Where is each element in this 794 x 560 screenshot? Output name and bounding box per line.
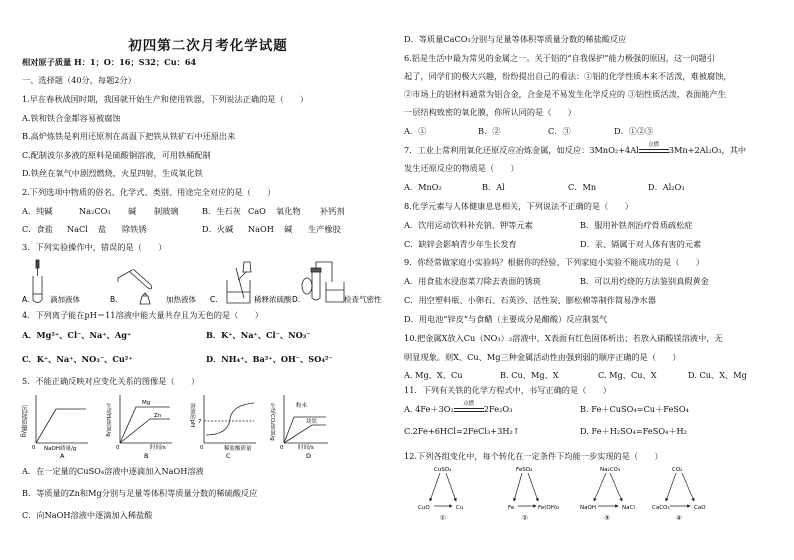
triangle-1-arrows (430, 473, 456, 506)
q8-stem: 8.化学元素与人体健康息息相关，下列说法不正确的是（ ） (404, 201, 633, 211)
q11-option-d: D. Fe＋H₂SO₄=FeSO₄＋H₂ (580, 426, 687, 436)
q2-a-use: 制玻璃 (154, 206, 179, 216)
q1-stem: 1.早在春秋战国时期，我国就开始生产和使用铁器，下列说法正确的是（ ） (22, 94, 309, 104)
q3-label-b: B. (110, 295, 118, 304)
q1-option-c: C.配制波尔多液的原料是硫酸铜溶液，可用铁桶配制 (22, 150, 211, 160)
triangle-2-left: Fe (508, 505, 515, 511)
graph-b-ylabel: 生成H₂质量/g (105, 403, 111, 437)
graph-b-xlabel: 时间/s (150, 445, 166, 451)
q6-option-c: C．③ (548, 126, 571, 136)
q11-option-a: A. 4Fe＋3O₂ 点燃 2Fe₂O₃ (404, 401, 513, 414)
atomic-mass-note: 相对原子质量 H：1；O：16；S32；Cu：64 (22, 57, 197, 67)
q7-reaction-rhs: 3Mn+2Al₂O₃，其中 (668, 145, 747, 155)
q5-option-d: D．等质量CaCO₃分别与足量等体积等质量分数的稀盐酸反应 (404, 34, 627, 44)
q5-graphs (22, 391, 332, 459)
triangle-1-number: ① (440, 514, 446, 522)
q8-option-d: D．汞、镉属于对人体有害的元素 (580, 239, 702, 249)
graph-d-line-block: 块状 (306, 419, 318, 425)
q4-option-c: C．K⁺、Na⁺、NO₃⁻、Cu²⁺ (22, 354, 133, 364)
q2-a-class: 碱 (128, 206, 137, 216)
graph-b-caption: B (144, 452, 149, 460)
q1-option-b: B.高炉炼铁是利用还原剂在高温下把铁从铁矿石中还原出来 (22, 131, 236, 141)
q2-stem: 2.下列选项中物质的俗名、化学式、类别、用途完全对应的是（ ） (22, 187, 276, 197)
q11-stem: 11．下列有关铁的化学方程式中，书写正确的是（ ） (404, 385, 611, 395)
triangle-1-top: CuSO₄ (434, 467, 452, 473)
triangle-4-arrows (666, 473, 694, 506)
q7-option-a: A．MnO₂ (404, 182, 442, 192)
q8-option-b: B．服用补铁剂治疗骨质疏松症 (580, 220, 693, 230)
air-tightness-figure (302, 262, 344, 302)
q10-option-d: D. Cu、X、Mg (688, 370, 747, 380)
q6-option-d: D．①②③ (614, 126, 654, 136)
q3-figures (22, 258, 394, 308)
q7-option-d: D．Al₂O₃ (648, 182, 685, 192)
graph-a-origin: 0 (32, 445, 36, 451)
q3-stem: 3．下列实验操作中，错误的是（ ） (22, 242, 167, 252)
q4-stem: 4．下列离子能在pH＝11溶液中能大量共存且为无色的是（ ） (22, 310, 263, 320)
q2-c-use: 除铁锈 (122, 224, 147, 234)
q2-d-class: 碱 (284, 224, 293, 234)
q7-line-1 (404, 142, 776, 156)
q7-reaction-lhs: 7．工业上常利用氧化还原反应冶炼金属，如反应：3MnO₂+4Al (404, 145, 639, 155)
q10-line-1: 10.把金属X放入Cu（NO₃）₂溶液中，X表面有红色固体析出；若放入硝酸镁溶液中，无 (404, 333, 723, 343)
q2-d-name: D．火碱 (202, 224, 234, 234)
q4-option-a: A．Mg²⁺、Cl⁻、Na⁺、Ag⁺ (22, 330, 132, 340)
triangle-3-top: Na₂CO₃ (600, 467, 621, 473)
q7-condition: 点燃 (639, 145, 669, 153)
q6-line-3: ②市场上的铝材料通常为铝合金，合金是不易发生化学反应的 ③铝性质活泼，表面能产生 (404, 89, 726, 99)
q10-option-a: A. Mg、X、Cu (404, 370, 463, 380)
q10-option-c: C. Mg、Cu、X (598, 370, 657, 380)
q2-d-formula: NaOH (248, 224, 274, 234)
q6-line-1: 6.铝是生活中最为常见的金属之一。关于铝的“自我保护”能力极强的原因，这一问题引 (404, 53, 715, 63)
q11-a-condition: 点燃 (454, 404, 484, 412)
q9-option-a: A．用食盐水浸泡菜刀除去表面的锈斑 (404, 276, 541, 286)
q8-option-c: C．缺锌会影响青少年生长发育 (404, 239, 517, 249)
left-column (22, 0, 394, 560)
q2-c-class: 盐 (98, 224, 107, 234)
q3-label-d: D. (292, 295, 301, 304)
q5-option-a: A．在一定量的CuSO₄溶液中逐滴加入NaOH溶液 (22, 466, 204, 476)
triangle-4-top: CO₂ (672, 467, 683, 473)
q6-option-b: B．② (478, 126, 501, 136)
page-title: 初四第二次月考化学试题 (128, 38, 288, 54)
q9-option-d: D．用电池“锌皮”与食醋（主要成分是醋酸）反应制氢气 (404, 314, 608, 324)
q10-line-2: 明显现象。则X、Cu、Mg三种金属活动性由强到弱的顺序正确的是（ ） (404, 352, 681, 362)
q6-option-a: A．① (404, 126, 427, 136)
q12-stem: 12.下列各组变化中，每个转化在一定条件下均能一步实现的是（ ） (404, 451, 663, 461)
q7-option-b: B．Al (482, 182, 505, 192)
q9-option-b: B．可以用灼烧的方法鉴别真假黄金 (580, 276, 709, 286)
triangle-4-left: CaCO₃ (652, 505, 670, 511)
q3-caption-b: 加热液体 (166, 295, 196, 304)
graph-c-ylabel: 溶液的pH (189, 403, 195, 428)
triangle-3-right: NaCl (622, 505, 635, 511)
graph-c-ph7: 7 (198, 419, 202, 425)
triangle-3-number: ③ (604, 514, 610, 522)
q4-option-b: B．K⁺、Na⁺、Cl⁻、NO₃⁻ (206, 330, 311, 340)
graph-b-line-zn: Zn (154, 413, 162, 419)
q2-d-use: 生产橡胶 (308, 224, 341, 234)
q2-c-name: C．食盐 (22, 224, 53, 234)
q11-option-c: C.2Fe+6HCl=2FeCl₃+3H₂↑ (404, 426, 520, 436)
q2-a-formula: Na₂CO₃ (79, 206, 111, 216)
q2-c-formula: NaCl (67, 224, 88, 234)
q8-option-a: A．饮用运动饮料补充钠、钾等元素 (404, 220, 533, 230)
q9-stem: 9．你经常做家庭小实验吗？根据你的经验，下列家庭小实验不能成功的是（ ） (404, 257, 704, 267)
q2-b-formula: CaO (248, 206, 266, 216)
q2-b-name: B．生石灰 (202, 206, 241, 216)
q5-option-b: B．等质量的Zn和Mg分别与足量等体积等质量分数的稀硫酸反应 (22, 488, 258, 498)
graph-d-xlabel: 时间/s (298, 445, 314, 451)
graph-c-origin: 0 (200, 445, 204, 451)
graph-b-line-mg: Mg (142, 400, 151, 406)
triangle-2-right: Fe(OH)₂ (538, 505, 560, 511)
triangle-4-right: CaO (694, 505, 706, 511)
q3-caption-c: 稀释浓硫酸 (254, 295, 292, 304)
right-column (404, 0, 776, 560)
graph-d-line-powder: 粉末 (296, 403, 308, 409)
triangle-2-arrows (514, 473, 538, 506)
graph-c (204, 395, 256, 443)
q1-option-d: D.铁丝在氧气中剧烈燃烧，火星四射，生成氧化铁 (22, 168, 203, 178)
q2-a-name: A．纯碱 (22, 206, 53, 216)
q3-label-c: C. (210, 295, 218, 304)
q5-stem: 5．不能正确反映对应变化关系的图像是（ ） (22, 376, 200, 386)
graph-d-origin: 0 (280, 445, 284, 451)
graph-a-ylabel: 沉淀质量/g (20, 405, 28, 438)
q7-line-2: 发生还原反应的物质是（ ） (404, 163, 519, 173)
triangle-2-number: ② (522, 514, 528, 522)
q6-line-2: 起了，同学们的极大兴趣，纷纷提出自己的看法：①铝的化学性质本来不活泼，难被腐蚀， (404, 71, 732, 81)
q3-label-a: A. (22, 295, 30, 304)
q7-option-c: C．Mn (568, 182, 597, 192)
q3-caption-d: 检查气密性 (344, 295, 382, 304)
graph-c-xlabel: 稀盐酸质量 (224, 446, 252, 452)
q1-option-a: A.铁和铁合金都容易被腐蚀 (22, 113, 121, 123)
q3-caption-a: 滴加液体 (50, 295, 80, 304)
q6-line-4: 一层结构致密的氧化膜，你所认同的是（ ） (404, 107, 576, 117)
q2-b-use: 补钙剂 (320, 206, 345, 216)
q11-option-b: B. Fe＋CuSO₄=Cu＋FeSO₄ (580, 404, 689, 414)
heating-liquid-figure (118, 269, 152, 304)
triangle-3-left: NaOH (580, 505, 596, 511)
q2-b-class: 氧化物 (276, 206, 301, 216)
q12-diagrams (404, 463, 776, 523)
section-heading: 一、选择题（40分，每题2分） (22, 75, 136, 85)
graph-d-caption: D (306, 452, 312, 460)
q4-option-d: D．NH₄⁺、Ba²⁺、OH⁻、SO₄²⁻ (206, 354, 333, 364)
triangle-4-number: ④ (676, 514, 682, 522)
graph-b-origin: 0 (116, 445, 120, 451)
graph-d-ylabel: 生成CO₂质量/g (269, 403, 275, 441)
triangle-1-left: CuO (418, 505, 430, 511)
dropper-test-tube-figure (33, 260, 42, 303)
q5-option-c: C．向NaOH溶液中逐滴加入稀盐酸 (22, 510, 153, 520)
q10-option-b: B. Cu、Mg、X (500, 370, 559, 380)
graph-a-caption: A (60, 452, 65, 460)
graph-a-xlabel: NaOH质量/g (44, 446, 77, 452)
graph-a (36, 395, 88, 443)
q9-option-c: C．用空塑料瓶、小卵石、石英沙、活性炭、膨松棉等制作简易净水器 (404, 295, 656, 305)
triangle-1-right: Cu (456, 505, 464, 511)
graph-c-caption: C (226, 452, 231, 460)
triangle-3-arrows (594, 473, 622, 506)
triangle-2-top: FeSO₄ (516, 467, 533, 473)
dilute-acid-figure (227, 262, 251, 303)
